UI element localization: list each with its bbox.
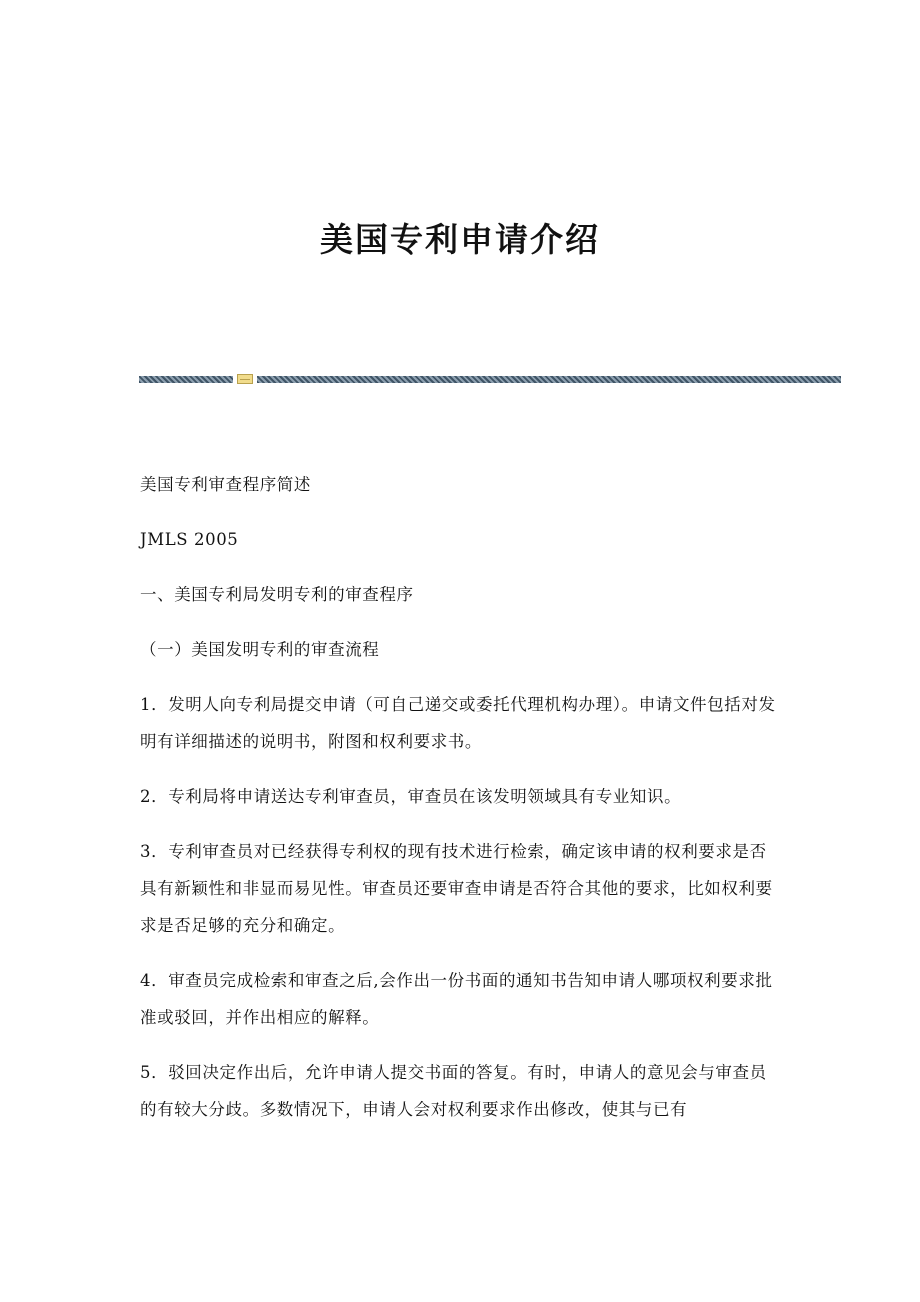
section-heading: 美国专利审查程序简述 <box>140 475 311 494</box>
document-body <box>140 466 780 1146</box>
subsection-heading: （一）美国发明专利的审查流程 <box>140 640 380 659</box>
chapter-heading: 一、美国专利局发明专利的审查程序 <box>140 585 414 604</box>
title-divider <box>139 374 841 384</box>
divider-bar-right <box>257 376 841 383</box>
divider-bar-left <box>139 376 233 383</box>
list-item: 5．驳回决定作出后，允许申请人提交书面的答复。有时，申请人的意见会与审查员的有较大分歧。多数情况下，申请人会对权利要求作出修改，使其与已有 <box>140 1063 767 1119</box>
author-line: JMLS 2005 <box>140 530 239 549</box>
list-item: 1．发明人向专利局提交申请（可自己递交或委托代理机构办理）。申请文件包括对发明有详细描述的说明书，附图和权利要求书。 <box>140 695 776 751</box>
list-item: 4．审查员完成检索和审查之后,会作出一份书面的通知书告知申请人哪项权利要求批准或驳回，并作出相应的解释。 <box>140 971 773 1027</box>
list-item: 2．专利局将申请送达专利审查员，审查员在该发明领域具有专业知识。 <box>140 787 682 806</box>
list-item: 3．专利审查员对已经获得专利权的现有技术进行检索，确定该申请的权利要求是否具有新颖性和非显而易见性。审查员还要审查申请是否符合其他的要求，比如权利要求是否足够的充分和确定。 <box>140 842 773 935</box>
page-title: 美国专利申请介绍 <box>320 220 600 259</box>
divider-ornament-icon <box>237 374 253 384</box>
